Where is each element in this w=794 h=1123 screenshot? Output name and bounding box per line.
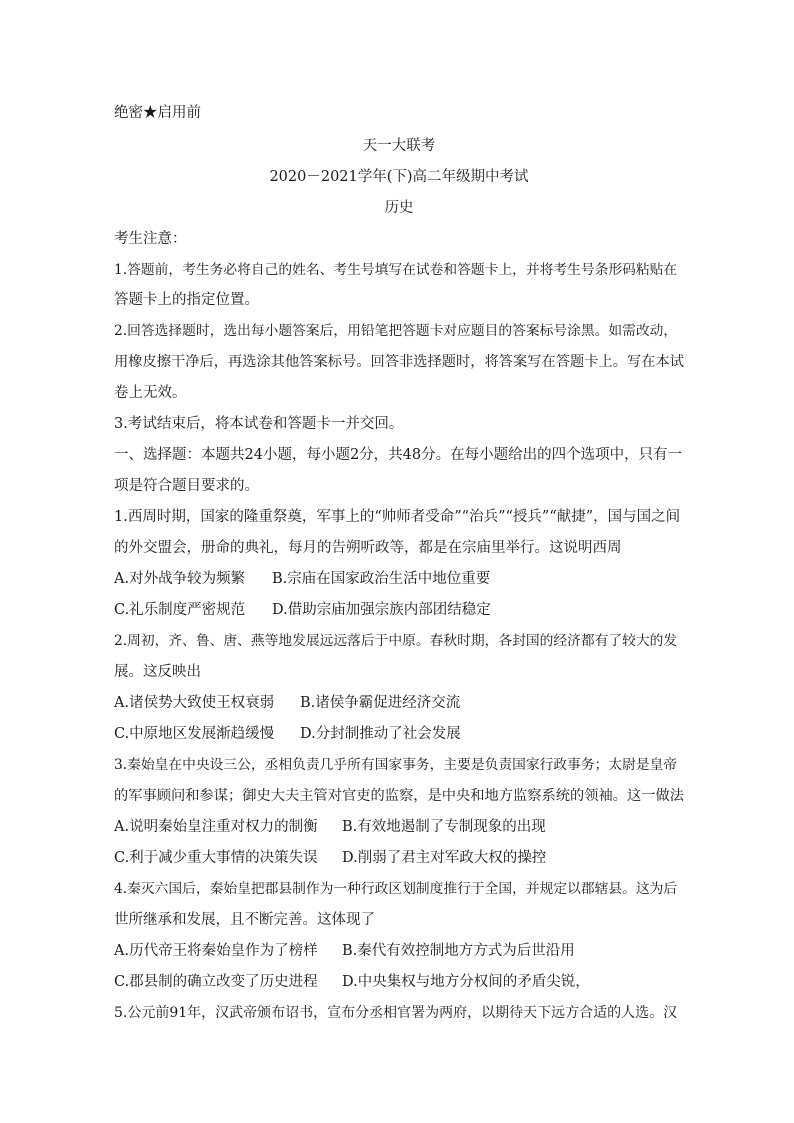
question-4-stem-line-2: 世所继承和发展，且不断完善。这体现了	[114, 912, 375, 928]
notice-item-1-line-1: 1.答题前，考生务必将自己的姓名、考生号填写在试卷和答题卡上，并将考生号条形码粘贴在	[114, 262, 678, 278]
question-3-option-b: B.有效地遏制了专制现象的出现	[342, 819, 546, 835]
question-3-option-d: D.削弱了君主对军政大权的操控	[342, 850, 547, 866]
question-4-option-d: D.中央集权与地方分权间的矛盾尖锐，	[342, 974, 590, 990]
question-2-stem-line-2: 展。这反映出	[114, 664, 201, 680]
question-1-option-a: A.对外战争较为频繁	[114, 571, 246, 587]
question-1-stem-line-2: 的外交盟会，册命的典礼，每月的告朔听政等，都是在宗庙里举行。这说明西周	[114, 540, 622, 556]
notice-item-2-line-3: 卷上无效。	[114, 385, 187, 401]
question-3-stem-line-1: 3.秦始皇在中央设三公，丞相负责几乎所有国家事务，主要是负责国家行政事务；太尉是皇帝	[114, 757, 678, 773]
notice-item-1-line-2: 答题卡上的指定位置。	[114, 292, 259, 308]
notice-item-3: 3.考试结束后，将本试卷和答题卡一并交回。	[114, 416, 404, 432]
section-1-line-2: 项是符合题目要求的。	[114, 478, 259, 494]
question-3-option-a: A.说明秦始皇注重对权力的制衡	[114, 819, 318, 835]
exam-name: 天一大联考	[362, 138, 436, 154]
question-4-option-c: C.郡县制的确立改变了历史进程	[114, 974, 318, 990]
question-2-option-a: A.诸侯势大致使王权衰弱	[114, 695, 275, 711]
question-1-stem-line-1: 1.西周时期，国家的隆重祭奠，军事上的“帅师者受命”“治兵”“授兵”“献捷”，国与国之间	[114, 509, 681, 525]
question-4-stem-line-1: 4.秦灭六国后，秦始皇把郡县制作为一种行政区划制度推行于全国，并规定以郡辖县。这为后	[114, 881, 678, 897]
question-1-option-b: B.宗庙在国家政治生活中地位重要	[272, 571, 491, 587]
secret-mark: 绝密★启用前	[114, 105, 201, 121]
section-1-line-1: 一、选择题：本题共24小题，每小题2分，共48分。在每小题给出的四个选项中，只有一	[114, 447, 683, 463]
question-1-option-d: D.借助宗庙加强宗族内部团结稳定	[272, 602, 491, 618]
notice-title: 考生注意：	[114, 231, 187, 247]
question-1-option-c: C.礼乐制度严密规范	[114, 602, 246, 618]
notice-item-2-line-1: 2.回答选择题时，选出每小题答案后，用铅笔把答题卡对应题目的答案标号涂黑。如需改动，	[114, 323, 678, 339]
question-4-option-b: B.秦代有效控制地方方式为后世沿用	[342, 943, 575, 959]
question-2-option-b: B.诸侯争霸促进经济交流	[300, 695, 461, 711]
question-2-stem-line-1: 2.周初，齐、鲁、唐、燕等地发展远远落后于中原。春秋时期，各封国的经济都有了较大的发	[114, 633, 678, 649]
notice-item-2-line-2: 用橡皮擦干净后，再选涂其他答案标号。回答非选择题时，将答案写在答题卡上。写在本试	[114, 354, 685, 370]
question-3-stem-line-2: 的军事顾问和参谋；御史大夫主管对官吏的监察，是中央和地方监察系统的领袖。这一做法	[114, 788, 685, 804]
question-4-option-a: A.历代帝王将秦始皇作为了榜样	[114, 943, 318, 959]
question-3-option-c: C.利于减少重大事情的决策失误	[114, 850, 318, 866]
question-2-option-c: C.中原地区发展渐趋缓慢	[114, 726, 275, 742]
subject-title: 历史	[384, 200, 414, 216]
exam-term: 2020－2021学年(下)高二年级期中考试	[269, 169, 529, 185]
question-5-stem-line-1: 5.公元前91年，汉武帝颁布诏书，宣布分丞相官署为两府，以期待天下远方合适的人选。汉	[114, 1005, 678, 1021]
question-2-option-d: D.分封制推动了社会发展	[300, 726, 461, 742]
